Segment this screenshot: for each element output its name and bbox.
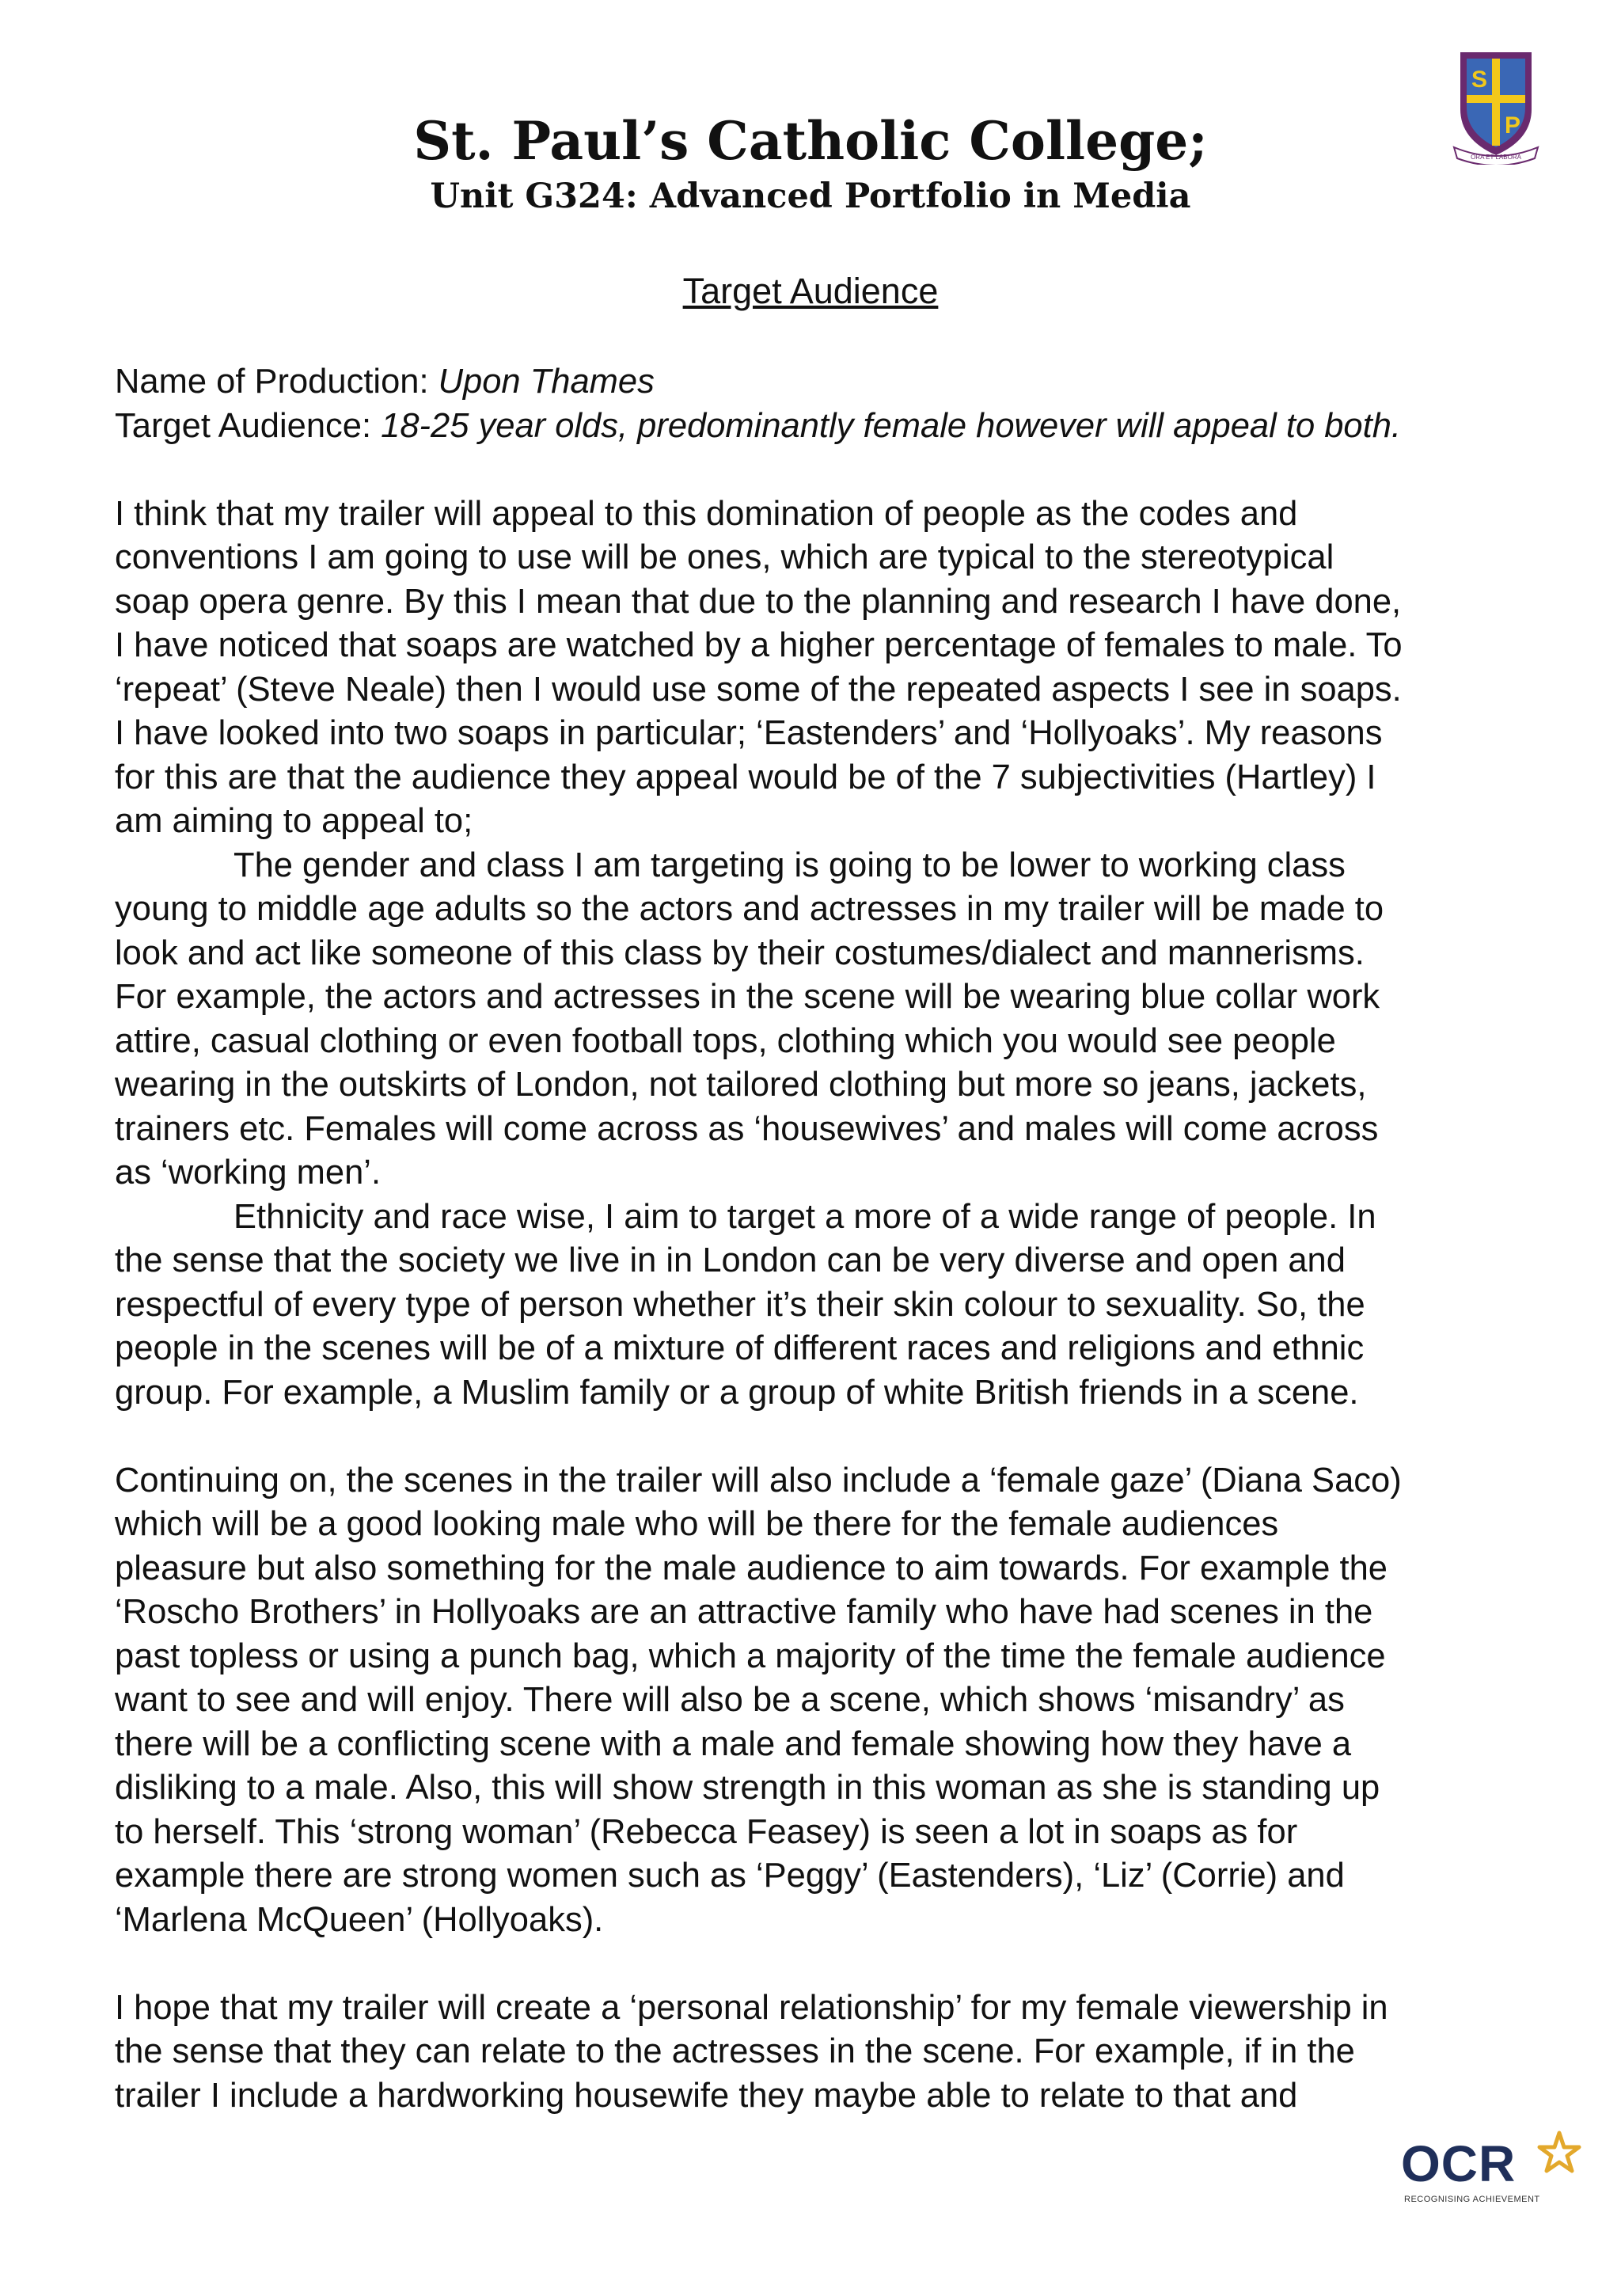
text-line: soap opera genre. By this I mean that due to the planning and research I have done, <box>115 582 1402 621</box>
text-line: conventions I am going to use will be ones, which are typical to the stereotypical <box>115 538 1334 576</box>
ocr-wordmark: OCR <box>1401 2135 1517 2192</box>
text-line: trailer I include a hardworking housewife they maybe able to relate to that and <box>115 2076 1298 2115</box>
college-title: St. Paul’s Catholic College; <box>413 110 1208 172</box>
production-name-value: Upon Thames <box>438 363 655 401</box>
text-line: disliking to a male. Also, this will show strength in this woman as she is standing up <box>115 1769 1380 1807</box>
production-name-line <box>115 360 1539 405</box>
crest-letter-s: S <box>1471 67 1488 93</box>
text-line: am aiming to appeal to; <box>115 802 473 840</box>
text-line: look and act like someone of this class by their costumes/dialect and mannerisms. <box>115 933 1365 972</box>
text-line: respectful of every type of person whether it’s their skin colour to sexuality. So, the <box>115 1285 1365 1324</box>
text-line: attire, casual clothing or even football tops, clothing which you would see people <box>115 1021 1336 1060</box>
text-line: The gender and class I am targeting is going to be lower to working class <box>233 846 1346 884</box>
paragraph-3 <box>115 1196 1539 1416</box>
text-line: wearing in the outskirts of London, not tailored clothing but more so jeans, jackets, <box>115 1066 1367 1104</box>
paragraph-5 <box>115 1986 1539 2119</box>
text-line: I have noticed that soaps are watched by a higher percentage of females to male. To <box>115 626 1403 664</box>
paragraph-4 <box>115 1459 1539 1943</box>
text-line: people in the scenes will be of a mixture of different races and religions and ethnic <box>115 1329 1365 1367</box>
text-line: past topless or using a punch bag, which a majority of the time the female audience <box>115 1636 1386 1675</box>
body-text <box>115 360 1539 2118</box>
text-line: to herself. This ‘strong woman’ (Rebecca Feasey) is seen a lot in soaps as for <box>115 1812 1298 1851</box>
ocr-tagline: RECOGNISING ACHIEVEMENT <box>1404 2195 1540 2204</box>
crest-motto: ORA ET LABORA <box>1471 154 1521 161</box>
crest-letter-p: P <box>1504 112 1521 139</box>
text-line: pleasure but also something for the male audience to aim towards. For example the <box>115 1549 1388 1587</box>
text-line: for this are that the audience they appeal would be of the 7 subjectivities (Hartley) I <box>115 758 1376 796</box>
text-line: the sense that they can relate to the actresses in the scene. For example, if in the <box>115 2032 1355 2070</box>
text-line: as ‘working men’. <box>115 1154 382 1192</box>
production-name-label: Name of Production: <box>115 363 438 401</box>
text-line: trainers etc. Females will come across as ‘housewives’ and males will come across <box>115 1109 1379 1148</box>
paragraph-2 <box>115 844 1539 1196</box>
text-line: Ethnicity and race wise, I aim to target a more of a wide range of people. In <box>233 1197 1376 1236</box>
paragraph-1 <box>115 492 1539 844</box>
text-line: ‘Marlena McQueen’ (Hollyoaks). <box>115 1900 604 1939</box>
section-heading: Target Audience <box>682 271 939 311</box>
text-line: there will be a conflicting scene with a male and female showing how they have a <box>115 1724 1352 1763</box>
text-line: I hope that my trailer will create a ‘personal relationship’ for my female viewership in <box>115 1988 1388 2027</box>
text-line: group. For example, a Muslim family or a group of white British friends in a scene. <box>115 1373 1359 1412</box>
text-line: the sense that the society we live in in London can be very diverse and open and <box>115 1241 1346 1279</box>
text-line: young to middle age adults so the actors and actresses in my trailer will be made to <box>115 890 1384 928</box>
text-line: I think that my trailer will appeal to this domination of people as the codes and <box>115 494 1298 533</box>
target-audience-label: Target Audience: <box>115 406 382 445</box>
text-line: ‘Roscho Brothers’ in Hollyoaks are an attractive family who have had scenes in the <box>115 1593 1373 1631</box>
text-line: example there are strong women such as ‘Peggy’ (Eastenders), ‘Liz’ (Corrie) and <box>115 1857 1345 1895</box>
text-line: which will be a good looking male who will be there for the female audiences <box>115 1505 1279 1543</box>
text-line: For example, the actors and actresses in the scene will be wearing blue collar work <box>115 978 1380 1016</box>
ocr-star-icon <box>1536 2130 1583 2177</box>
text-line: ‘repeat’ (Steve Neale) then I would use some of the repeated aspects I see in soaps. <box>115 670 1402 709</box>
ocr-logo <box>1401 2130 1591 2225</box>
target-audience-value: 18-25 year olds, predominantly female however will appeal to both. <box>381 406 1401 445</box>
text-line: Continuing on, the scenes in the trailer will also include a ‘female gaze’ (Diana Saco) <box>115 1461 1402 1500</box>
text-line: want to see and will enjoy. There will also be a scene, which shows ‘misandry’ as <box>115 1681 1345 1719</box>
unit-subtitle: Unit G324: Advanced Portfolio in Media <box>430 177 1191 216</box>
text-line: I have looked into two soaps in particular; ‘Eastenders’ and ‘Hollyoaks’. My reasons <box>115 714 1383 752</box>
target-audience-line <box>115 405 1539 449</box>
